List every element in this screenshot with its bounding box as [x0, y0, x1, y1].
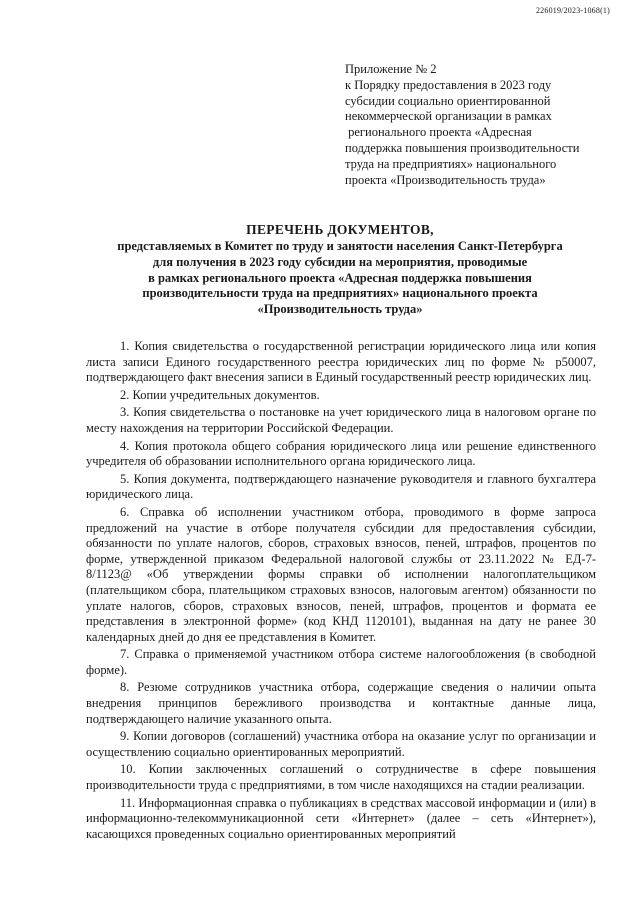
list-item: 1. Копия свидетельства о государственной регистрации юридического лица или копия листа записи Единого государственного реестра юридических лиц по форме № р50007, подтверждающего факт внесения записи в Единый государственный реестр юридических лиц. — [86, 339, 596, 385]
subtitle-line: в рамках регионального проекта «Адресная поддержка повышения — [148, 270, 532, 285]
list-item: 8. Резюме сотрудников участника отбора, содержащие сведения о наличии опыта внедрения принципов бережливого производства и контактные данные лица, подтверждающего наличие указанного опыта. — [86, 680, 596, 726]
list-item: 7. Справка о применяемой участником отбора системе налогообложения (в свободной форме). — [86, 647, 596, 677]
list-item: 2. Копии учредительных документов. — [120, 387, 320, 402]
document-title-block — [70, 221, 610, 318]
subtitle-line: «Производительность труда» — [257, 302, 423, 317]
subtitle-line: представляемых в Комитет по труду и занятости населения Санкт-Петербурга — [117, 239, 563, 253]
appendix-line: Приложение № 2 — [345, 62, 437, 76]
document-id: 226019/2023-1068(1) — [535, 6, 610, 15]
appendix-line: к Порядку предоставления в 2023 году — [345, 77, 552, 92]
subtitle-line: для получения в 2023 году субсидии на мероприятия, проводимые — [152, 254, 528, 269]
list-item: 9. Копии договоров (соглашений) участника отбора на оказание услуг по организации и осуществлению социально ориентированных мероприятий. — [86, 729, 596, 759]
subtitle-line: производительности труда на предприятиях» национального проекта — [142, 286, 538, 301]
list-item: 3. Копия свидетельства о постановке на учет юридического лица в налоговом органе по месту нахождения на территории Российской Федерации. — [86, 405, 596, 435]
appendix-line: проекта «Производительность труда» — [345, 172, 546, 187]
list-item: 10. Копии заключенных соглашений о сотрудничестве в сфере повышения производительности труда с предприятиями, в том числе находящихся на стадии реализации. — [86, 762, 596, 793]
list-item: 4. Копия протокола общего собрания юридического лица или решение единственного учредителя об образовании исполнительного органа юридического лица. — [86, 438, 596, 469]
appendix-block — [345, 62, 595, 188]
appendix-line: труда на предприятиях» национального — [345, 156, 557, 171]
appendix-line: регионального проекта «Адресная — [345, 125, 532, 140]
list-item: 11. Информационная справка о публикациях в средствах массовой информации и (или) в информационно-телекоммуникационной сети «Интернет» (далее – сеть «Интернет»), касающихся проведенных социально ориентированных мероприятий — [86, 795, 596, 841]
appendix-line: субсидии социально ориентированной — [345, 93, 551, 108]
list-item: 6. Справка об исполнении участником отбора, проводимого в форме запроса предложений на участие в отборе получателя субсидии для предоставления субсидии, обязанности по уплате налогов, сборов, страховых взносов, пеней, штрафов, процентов по форме, утвержденной приказом Федеральной налоговой службы от 23.11.2022 № ЕД-7-8/1123@ «Об утверждении формы справки об исполнении налогоплательщиком (плательщиком сбора, плательщиком страховых взносов, налоговым агентом) обязанности по уплате налогов, сборов, страховых взносов, пеней, штрафов, процентов и формата ее представления в электронной форме» (код КНД 1120101), выданная на дату не ранее 30 календарных дней до дня ее представления в Комитет. — [86, 504, 596, 644]
document-title: ПЕРЕЧЕНЬ ДОКУМЕНТОВ, — [246, 222, 434, 237]
appendix-line: поддержка повышения производительности — [345, 140, 580, 155]
document-list — [86, 339, 596, 844]
list-item: 5. Копия документа, подтверждающего назначение руководителя и главного бухгалтера юридического лица. — [86, 471, 596, 502]
document-subtitle — [70, 239, 610, 318]
appendix-line: некоммерческой организации в рамках — [345, 109, 552, 124]
